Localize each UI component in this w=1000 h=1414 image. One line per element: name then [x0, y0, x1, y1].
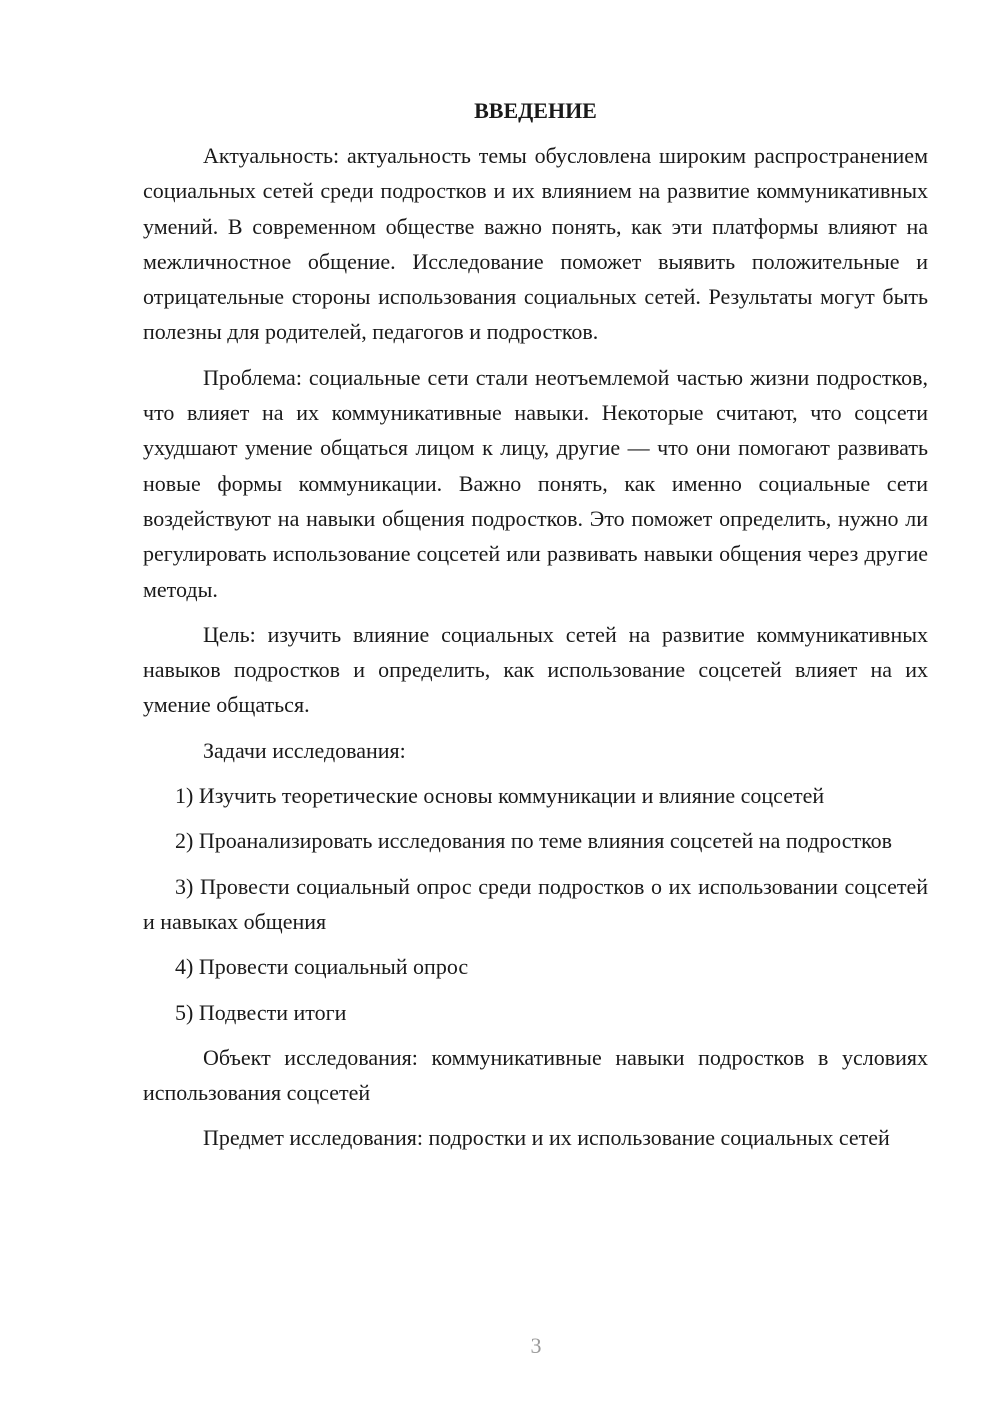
- task-item-1: 1) Изучить теоретические основы коммуникации и влияние соцсетей: [175, 783, 825, 809]
- paragraph-problem: Проблема: социальные сети стали неотъемлемой частью жизни подростков, что влияет на их коммуникативные навыки. Некоторые считают, что соцсети ухудшают умение общаться лицом к лицу, другие — что они помогают развивать новые формы коммуникации. Важно понять, как именно социальные сети воздействуют на навыки общения подростков. Это поможет определить, нужно ли регулировать использование соцсетей или развивать навыки общения через другие методы.: [143, 364, 928, 602]
- paragraph-subject: Предмет исследования: подростки и их использование социальных сетей: [203, 1125, 890, 1151]
- section-heading: ВВЕДЕНИЕ: [474, 98, 597, 123]
- paragraph-relevance: Актуальность: актуальность темы обусловлена широким распространением социальных сетей среди подростков и их влиянием на развитие коммуникативных умений. В современном обществе важно понять, как эти платформы влияют на межличностное общение. Исследование поможет выявить положительные и отрицательные стороны использования социальных сетей. Результаты могут быть полезны для родителей, педагогов и подростков.: [143, 143, 928, 345]
- tasks-label: Задачи исследования:: [203, 737, 406, 763]
- task-item-2: 2) Проанализировать исследования по теме влияния соцсетей на подростков: [175, 828, 893, 854]
- paragraph-goal: Цель: изучить влияние социальных сетей на развитие коммуникативных навыков подростков и определить, как использование соцсетей влияет на их умение общаться.: [143, 621, 928, 718]
- task-item-4: 4) Провести социальный опрос: [175, 954, 469, 980]
- page-content: [143, 93, 928, 1166]
- tasks-list: [143, 778, 928, 1030]
- task-item-3: 3) Провести социальный опрос среди подростков о их использовании соцсетей и навыках общения: [143, 873, 928, 934]
- paragraph-object: Объект исследования: коммуникативные навыки подростков в условиях использования соцсетей: [143, 1044, 928, 1106]
- page-number: 3: [530, 1333, 542, 1358]
- task-item-5: 5) Подвести итоги: [175, 999, 347, 1025]
